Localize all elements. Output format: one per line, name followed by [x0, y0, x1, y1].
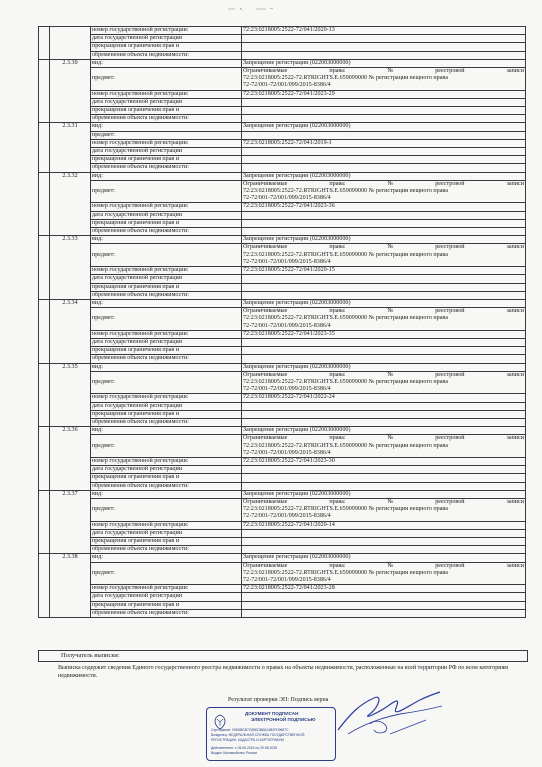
kind-label: вид:	[91, 490, 242, 498]
term-date-value	[242, 347, 526, 355]
subject-word: Ограничиваемые	[243, 562, 288, 569]
term-date-label: прекращения ограничения прав и	[91, 347, 242, 355]
subject-value	[242, 562, 526, 585]
subject-word: реестровой	[435, 371, 465, 378]
term-date-label: обременения объекта недвижимости:	[91, 418, 242, 426]
term-date-label: прекращения ограничения прав и	[91, 601, 242, 609]
entry-number: 2.3.30	[50, 59, 91, 123]
subject-word: права:	[329, 180, 346, 187]
entry-number: 2.3.33	[50, 236, 91, 300]
subject-line-3: 72-72/001-72/001/099/2015-8386/4	[243, 82, 331, 89]
term-date-label: прекращения ограничения прав и	[91, 474, 242, 482]
kind-label: вид:	[91, 363, 242, 371]
term-date-value	[242, 35, 526, 43]
subject-word: записи	[506, 562, 524, 569]
subject-word: записи	[506, 180, 524, 187]
term-date-label: дата государственной регистрации	[91, 211, 242, 219]
subject-value	[242, 371, 526, 394]
subject-word: реестровой	[435, 244, 465, 251]
term-date-label: обременения объекта недвижимости:	[91, 115, 242, 123]
subject-line-1	[243, 499, 524, 506]
kind-value: Запрещение регистрации (022003000000)	[242, 554, 526, 562]
reg-number-label: номер государственной регистрации:	[91, 521, 242, 529]
subject-line-2: 72:23:0218005:2522-72.RTRIGHTS.E.659099000 № регистрации вещного права	[243, 378, 448, 385]
reg-number-label: номер государственной регистрации:	[91, 585, 242, 593]
subject-label: предмет:	[91, 308, 242, 331]
term-date-label: дата государственной регистрации	[91, 593, 242, 601]
subject-word: №	[387, 308, 394, 315]
subject-line-3: 72-72/001-72/001/099/2015-8386/4	[243, 258, 331, 265]
subject-word: Ограничиваемые	[243, 180, 288, 187]
reg-number-value: 72:23:0218005:2522-72/041/2020-14	[242, 521, 526, 529]
term-date-label: прекращения ограничения прав и	[91, 43, 242, 51]
term-date-value	[242, 98, 526, 106]
extract-note: Выписка содержит сведения Единого государственного реестра недвижимости о правах на объекты недвижимости, расположенные на всей территории РФ по всем категориям недвижимости.	[58, 665, 509, 679]
subject-word: реестровой	[435, 180, 465, 187]
kind-label: вид:	[91, 59, 242, 67]
term-date-label: обременения объекта недвижимости:	[91, 482, 242, 490]
subject-label: предмет:	[91, 435, 242, 458]
subject-line-1	[243, 244, 524, 251]
subject-word: Ограничиваемые	[243, 308, 288, 315]
term-date-label: дата государственной регистрации	[91, 402, 242, 410]
term-date-label: дата государственной регистрации	[91, 35, 242, 43]
term-date-label: прекращения ограничения прав и	[91, 156, 242, 164]
term-date-label: дата государственной регистрации	[91, 148, 242, 156]
left-margin-cell	[39, 236, 50, 300]
subject-label: предмет:	[91, 371, 242, 394]
subject-value	[242, 68, 526, 91]
subject-word: Ограничиваемые	[243, 435, 288, 442]
subject-word: права:	[329, 562, 346, 569]
term-date-value	[242, 593, 526, 601]
subject-line-3: 72-72/001-72/001/099/2015-8386/4	[243, 449, 331, 456]
signature-check-result: Результат проверки ЭП: Подпись верна	[228, 697, 329, 703]
kind-value: Запрещение регистрации (022003000000)	[242, 123, 526, 131]
subject-line-1	[243, 181, 524, 188]
term-date-value	[242, 148, 526, 156]
reg-number-value: 72:23:0218005:2522-72/041/2019-1	[242, 139, 526, 147]
subject-word: права:	[329, 244, 346, 251]
subject-label: предмет:	[91, 131, 242, 139]
subject-line-2: 72:23:0218005:2522-72.RTRIGHTS.E.659099000 № регистрации вещного права	[243, 315, 448, 322]
subject-value	[242, 244, 526, 267]
subject-word: записи	[506, 435, 524, 442]
reg-number-value: 72:23:0218005:2522-72/041/2022-24	[242, 394, 526, 402]
term-date-value	[242, 410, 526, 418]
subject-word: №	[387, 562, 394, 569]
subject-line-3: 72-72/001-72/001/099/2015-8386/4	[243, 195, 331, 202]
stamp-issuer: Выдан: Казначейство России	[211, 751, 257, 755]
subject-line-1	[243, 308, 524, 315]
left-margin-cell	[39, 27, 50, 60]
term-date-label: прекращения ограничения прав и	[91, 219, 242, 227]
subject-word: реестровой	[435, 562, 465, 569]
subject-line-3: 72-72/001-72/001/099/2015-8386/4	[243, 322, 331, 329]
kind-value: Запрещение регистрации (022003000000)	[242, 172, 526, 180]
term-date-value	[242, 228, 526, 236]
subject-value	[242, 308, 526, 331]
term-date-label: дата государственной регистрации	[91, 338, 242, 346]
reg-number-label: номер государственной регистрации:	[91, 457, 242, 465]
term-date-value	[242, 538, 526, 546]
entry-number: 2.3.34	[50, 299, 91, 363]
reg-number-value: 72:23:0218005:2522-72/041/2020-13	[242, 27, 526, 35]
subject-word: записи	[506, 371, 524, 378]
subject-value	[242, 498, 526, 521]
term-date-label: прекращения ограничения прав и	[91, 538, 242, 546]
kind-label: вид:	[91, 299, 242, 307]
subject-word: №	[387, 68, 394, 75]
subject-word: права:	[329, 308, 346, 315]
kind-value: Запрещение регистрации (022003000000)	[242, 59, 526, 67]
stamp-title-2: ЭЛЕКТРОННОЙ ПОДПИСЬЮ	[251, 717, 316, 722]
subject-line-2: 72:23:0218005:2522-72.RTRIGHTS.E.659099000 № регистрации вещного права	[243, 506, 448, 513]
subject-line-2: 72:23:0218005:2522-72.RTRIGHTS.E.659099000 № регистрации вещного права	[243, 569, 448, 576]
stamp-title-1: ДОКУМЕНТ ПОДПИСАН	[245, 711, 299, 716]
subject-word: №	[387, 244, 394, 251]
kind-label: вид:	[91, 236, 242, 244]
term-date-label: обременения объекта недвижимости:	[91, 228, 242, 236]
subject-line-2: 72:23:0218005:2522-72.RTRIGHTS.E.659099000 № регистрации вещного права	[243, 251, 448, 258]
left-margin-cell	[39, 59, 50, 123]
reg-number-value: 72:23:0218005:2522-72/041/2023-29	[242, 90, 526, 98]
term-date-value	[242, 474, 526, 482]
term-date-label: прекращения ограничения прав и	[91, 283, 242, 291]
term-date-label: дата государственной регистрации	[91, 275, 242, 283]
subject-word: записи	[506, 244, 524, 251]
subject-word: права:	[329, 371, 346, 378]
term-date-value	[242, 43, 526, 51]
subject-label: предмет:	[91, 244, 242, 267]
subject-line-1	[243, 435, 524, 442]
receiver-row	[38, 650, 528, 662]
term-date-value	[242, 219, 526, 227]
left-margin-cell	[39, 363, 50, 427]
subject-word: Ограничиваемые	[243, 498, 288, 505]
left-margin-cell	[39, 299, 50, 363]
subject-label: предмет:	[91, 180, 242, 203]
term-date-label: обременения объекта недвижимости:	[91, 51, 242, 59]
subject-line-3: 72-72/001-72/001/099/2015-8386/4	[243, 577, 331, 584]
left-margin-cell	[39, 427, 50, 491]
left-margin-cell	[39, 172, 50, 236]
term-date-label: обременения объекта недвижимости:	[91, 355, 242, 363]
stamp-certificate: Сертификат: 00E6BDB7C89EDB8A24B2FD9657C	[211, 728, 289, 732]
term-date-label: обременения объекта недвижимости:	[91, 164, 242, 172]
term-date-value	[242, 107, 526, 115]
term-date-value	[242, 338, 526, 346]
entry-number: 2.3.35	[50, 363, 91, 427]
stamp-validity: Действителен: с 05.06.2024 по 29.08.2025	[211, 746, 278, 750]
entry-number	[50, 27, 91, 60]
term-date-value	[242, 291, 526, 299]
term-date-value	[242, 466, 526, 474]
subject-word: реестровой	[435, 68, 465, 75]
scan-mark	[226, 6, 276, 12]
term-date-value	[242, 402, 526, 410]
subject-word: записи	[506, 308, 524, 315]
term-date-label: прекращения ограничения прав и	[91, 107, 242, 115]
kind-label: вид:	[91, 554, 242, 562]
kind-label: вид:	[91, 123, 242, 131]
term-date-label: обременения объекта недвижимости:	[91, 291, 242, 299]
reg-number-label: номер государственной регистрации:	[91, 394, 242, 402]
term-date-value	[242, 51, 526, 59]
reg-number-label: номер государственной регистрации:	[91, 203, 242, 211]
reg-number-value: 72:23:0218005:2522-72/041/2023-30	[242, 457, 526, 465]
subject-word: Ограничиваемые	[243, 371, 288, 378]
entry-number: 2.3.36	[50, 427, 91, 491]
subject-value	[242, 180, 526, 203]
reg-number-label: номер государственной регистрации:	[91, 90, 242, 98]
reg-number-label: номер государственной регистрации:	[91, 139, 242, 147]
receiver-label: Получатель выписки:	[61, 652, 120, 659]
subject-word: записи	[506, 498, 524, 505]
term-date-value	[242, 164, 526, 172]
term-date-value	[242, 283, 526, 291]
reg-number-value: 72:23:0218005:2522-72/041/2023-36	[242, 203, 526, 211]
encumbrance-table	[38, 26, 526, 618]
kind-value: Запрещение регистрации (022003000000)	[242, 427, 526, 435]
kind-value: Запрещение регистрации (022003000000)	[242, 299, 526, 307]
subject-word: реестровой	[435, 435, 465, 442]
term-date-value	[242, 418, 526, 426]
handwritten-signature	[330, 684, 448, 748]
reg-number-label: номер государственной регистрации:	[91, 267, 242, 275]
term-date-value	[242, 529, 526, 537]
left-margin-cell	[39, 123, 50, 172]
entry-number: 2.3.38	[50, 554, 91, 618]
term-date-value	[242, 609, 526, 617]
subject-word: №	[387, 371, 394, 378]
reg-number-value: 72:23:0218005:2522-72/041/2020-15	[242, 267, 526, 275]
subject-word: права:	[329, 498, 346, 505]
term-date-label: прекращения ограничения прав и	[91, 410, 242, 418]
term-date-label: дата государственной регистрации	[91, 98, 242, 106]
kind-label: вид:	[91, 172, 242, 180]
subject-line-2: 72:23:0218005:2522-72.RTRIGHTS.E.659099000 № регистрации вещного права	[243, 188, 448, 195]
subject-word: №	[387, 435, 394, 442]
reg-number-value: 72:23:0218005:2522-72/041/2023-28	[242, 585, 526, 593]
term-date-label: дата государственной регистрации	[91, 529, 242, 537]
subject-line-3: 72-72/001-72/001/099/2015-8386/4	[243, 386, 331, 393]
term-date-value	[242, 156, 526, 164]
kind-label: вид:	[91, 427, 242, 435]
subject-word: Ограничиваемые	[243, 68, 288, 75]
subject-label: предмет:	[91, 562, 242, 585]
subject-word: записи	[506, 68, 524, 75]
subject-word: реестровой	[435, 308, 465, 315]
subject-line-3: 72-72/001-72/001/099/2015-8386/4	[243, 513, 331, 520]
subject-word: Ограничиваемые	[243, 244, 288, 251]
subject-label: предмет:	[91, 498, 242, 521]
subject-line-2: 72:23:0218005:2522-72.RTRIGHTS.E.659099000 № регистрации вещного права	[243, 442, 448, 449]
term-date-label: обременения объекта недвижимости:	[91, 546, 242, 554]
subject-value	[242, 131, 526, 139]
subject-label: предмет:	[91, 68, 242, 91]
term-date-value	[242, 482, 526, 490]
term-date-value	[242, 546, 526, 554]
term-date-value	[242, 601, 526, 609]
subject-value	[242, 435, 526, 458]
reg-number-label: номер государственной регистрации:	[91, 27, 242, 35]
subject-word: реестровой	[435, 498, 465, 505]
reg-number-label: номер государственной регистрации:	[91, 330, 242, 338]
term-date-value	[242, 275, 526, 283]
term-date-value	[242, 355, 526, 363]
kind-value: Запрещение регистрации (022003000000)	[242, 490, 526, 498]
subject-line-1	[243, 563, 524, 570]
term-date-value	[242, 211, 526, 219]
subject-word: права:	[329, 68, 346, 75]
subject-word: №	[387, 498, 394, 505]
subject-word: №	[387, 180, 394, 187]
kind-value: Запрещение регистрации (022003000000)	[242, 236, 526, 244]
left-margin-cell	[39, 554, 50, 618]
term-date-label: дата государственной регистрации	[91, 466, 242, 474]
term-date-label: обременения объекта недвижимости:	[91, 609, 242, 617]
subject-line-1	[243, 68, 524, 75]
stamp-owner: Владелец: ФЕДЕРАЛЬНАЯ СЛУЖБА ГОСУДАРСТВЕННОЙ	[211, 733, 305, 737]
term-date-value	[242, 115, 526, 123]
reg-number-value: 72:23:0218005:2522-72/041/2023-35	[242, 330, 526, 338]
entry-number: 2.3.32	[50, 172, 91, 236]
subject-line-2: 72:23:0218005:2522-72.RTRIGHTS.E.659099000 № регистрации вещного права	[243, 75, 448, 82]
subject-word: права:	[329, 435, 346, 442]
left-margin-cell	[39, 490, 50, 554]
entry-number: 2.3.37	[50, 490, 91, 554]
electronic-signature-stamp	[206, 707, 336, 761]
entry-number: 2.3.31	[50, 123, 91, 172]
kind-value: Запрещение регистрации (022003000000)	[242, 363, 526, 371]
subject-line-1	[243, 372, 524, 379]
stamp-owner-2: РЕГИСТРАЦИИ, КАДАСТРА И КАРТОГРАФИИ	[211, 738, 284, 742]
